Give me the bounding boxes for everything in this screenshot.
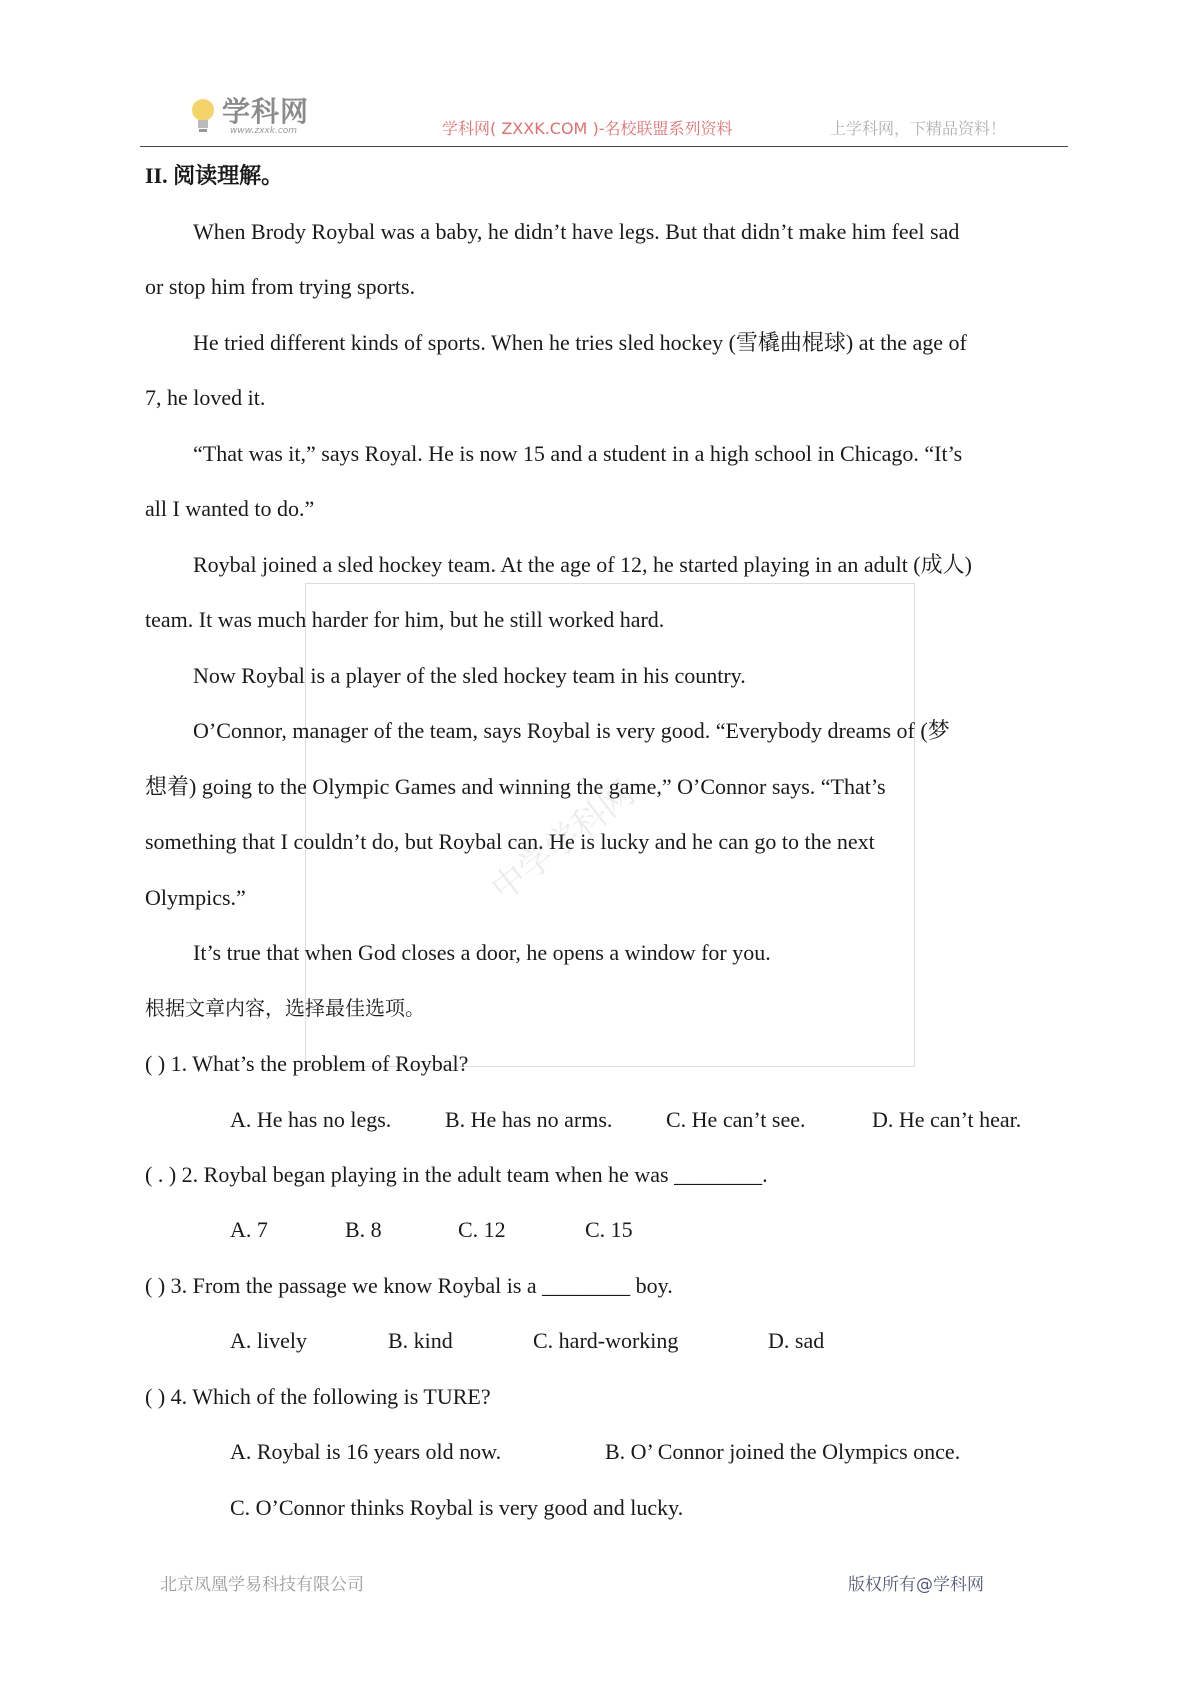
question-stem-4: ( ) 4. Which of the following is TURE? [145, 1384, 491, 1409]
passage-line: “That was it,” says Royal. He is now 15 and a student in a high school in Chicago. “It’s [193, 441, 963, 466]
passage-line: When Brody Roybal was a baby, he didn’t have legs. But that didn’t make him feel sad [193, 219, 960, 244]
option-4b: B. O’ Connor joined the Olympics once. [605, 1439, 961, 1464]
footer-company: 北京凤凰学易科技有限公司 [160, 1575, 364, 1595]
option-3a: A. lively [230, 1328, 307, 1353]
option-1a: A. He has no legs. [230, 1107, 392, 1132]
passage-line: Roybal joined a sled hockey team. At the age of 12, he started playing in an adult (成人) [193, 552, 972, 577]
option-1c: C. He can’t see. [666, 1107, 806, 1132]
option-4c: C. O’Connor thinks Roybal is very good and lucky. [230, 1495, 684, 1520]
passage-line: team. It was much harder for him, but he still worked hard. [145, 607, 665, 632]
question-stem-3: ( ) 3. From the passage we know Roybal is a ________ boy. [145, 1273, 673, 1298]
passage-line: all I wanted to do.” [145, 496, 315, 521]
passage-line: It’s true that when God closes a door, he opens a window for you. [193, 940, 771, 965]
option-4a: A. Roybal is 16 years old now. [230, 1439, 502, 1464]
option-2c: C. 12 [458, 1217, 506, 1242]
logo-text: 学科网 [222, 95, 310, 128]
passage-line: O’Connor, manager of the team, says Roybal is very good. “Everybody dreams of (梦 [193, 718, 950, 743]
option-1d: D. He can’t hear. [872, 1107, 1022, 1132]
page-header [140, 82, 1060, 148]
passage-line: He tried different kinds of sports. When he tries sled hockey (雪橇曲棍球) at the age of [193, 330, 967, 355]
section-title-text: II. 阅读理解。 [145, 163, 284, 188]
section-title [145, 162, 283, 190]
instruction: 根据文章内容，选择最佳选项。 [145, 996, 425, 1020]
option-3b: B. kind [388, 1328, 453, 1353]
option-3d: D. sad [768, 1328, 825, 1353]
watermark-text: 中学学科网 [483, 773, 643, 910]
logo [188, 88, 338, 144]
option-2d: C. 15 [585, 1217, 633, 1242]
lightbulb-icon [188, 96, 218, 136]
option-2a: A. 7 [230, 1217, 268, 1242]
footer-copyright: 版权所有@学科网 [848, 1575, 984, 1595]
question-stem-2: ( . ) 2. Roybal began playing in the adult team when he was ________. [145, 1162, 768, 1187]
passage-line: 想着) going to the Olympic Games and winning the game,” O’Connor says. “That’s [145, 774, 886, 799]
option-2b: B. 8 [345, 1217, 382, 1242]
header-slogan: 上学科网，下精品资料！ [830, 119, 1007, 138]
header-divider [140, 146, 1068, 147]
passage-line: or stop him from trying sports. [145, 274, 416, 299]
passage-line: Olympics.” [145, 885, 246, 910]
header-series-label: 学科网( ZXXK.COM )-名校联盟系列资料 [442, 119, 733, 138]
passage-line: 7, he loved it. [145, 385, 266, 410]
passage-line: something that I couldn’t do, but Roybal can. He is lucky and he can go to the next [145, 829, 875, 854]
option-1b: B. He has no arms. [445, 1107, 613, 1132]
logo-url: www.zxxk.com [230, 126, 298, 136]
question-stem-1: ( ) 1. What’s the problem of Roybal? [145, 1051, 469, 1076]
passage-line: Now Roybal is a player of the sled hockey team in his country. [193, 663, 746, 688]
option-3c: C. hard-working [533, 1328, 679, 1353]
